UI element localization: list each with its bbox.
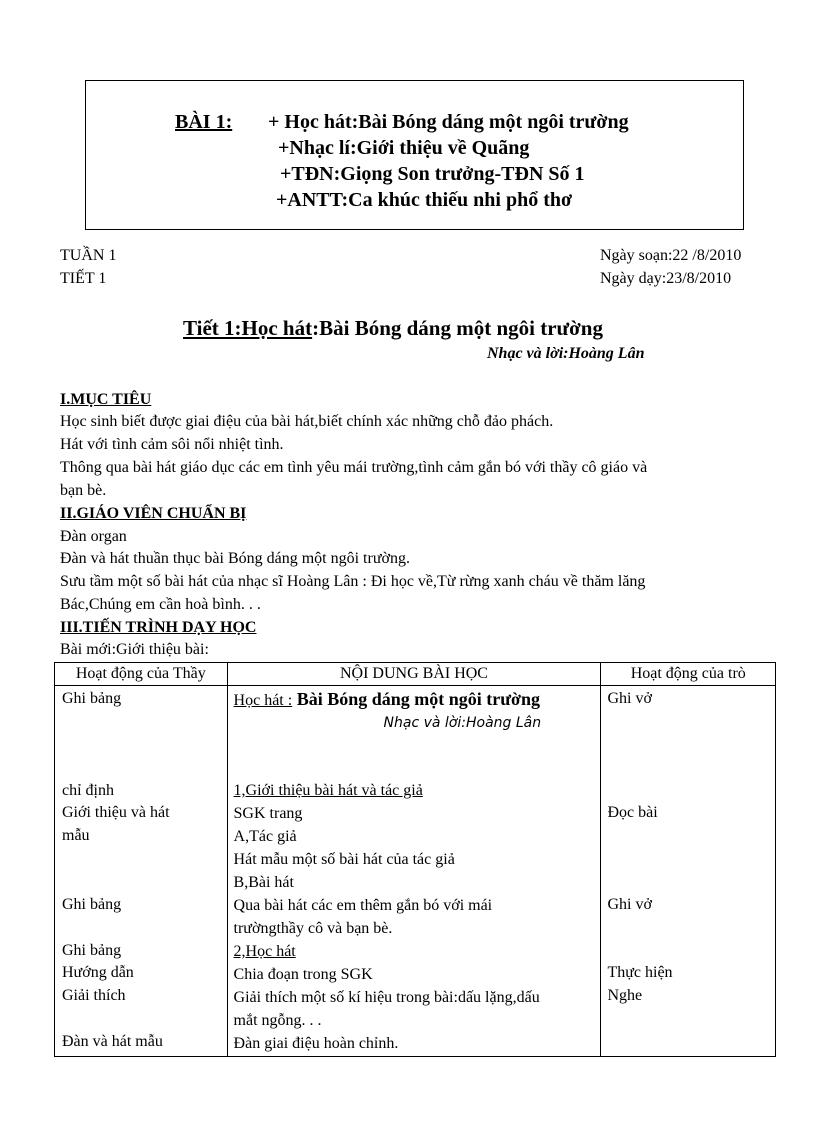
teacher-activity-cell [55, 686, 228, 1057]
lesson-header-box [85, 80, 744, 230]
teach-date: Ngày dạy:23/8/2010 [600, 270, 732, 287]
lesson-item-music-appreciation: +ANTT:Ca khúc thiếu nhi phổ thơ [276, 189, 573, 211]
teacher-activity: Giới thiệu và hát [62, 804, 170, 821]
student-activity: Ghi vở [607, 896, 652, 913]
header-student-activity: Hoạt động của trò [601, 663, 776, 686]
lesson-content-cell [227, 686, 601, 1057]
lesson-plan-table [54, 662, 776, 1057]
content-line: Hát mẫu một số bài hát của tác giả [233, 851, 455, 868]
objective-line: bạn bè. [60, 482, 107, 499]
content-line: Chia đoạn trong SGK [233, 966, 373, 983]
content-line: 2,Học hát [233, 943, 296, 960]
lesson-label: BÀI 1: [175, 111, 233, 133]
teacher-activity: Đàn và hát mẫu [62, 1033, 163, 1050]
week-label: TUẦN 1 [60, 247, 117, 264]
song-title: Bài Bóng dáng một ngôi trường [292, 689, 540, 709]
preparation-line: Đàn organ [60, 528, 127, 545]
process-intro: Bài mới:Giới thiệu bài: [60, 641, 209, 658]
process-heading: III.TIẾN TRÌNH DẠY HỌC [60, 619, 257, 636]
objective-line: Thông qua bài hát giáo dục các em tình yêu mái trường,tình cảm gắn bó với thầy cô giáo và [60, 459, 648, 476]
student-activity: Ghi vở [607, 690, 652, 707]
content-line: Giải thích một số kí hiệu trong bài:dấu lặng,dấu [233, 989, 540, 1006]
preparation-line: Bác,Chúng em cần hoà bình. . . [60, 596, 261, 613]
teacher-activity: Ghi bảng [62, 690, 122, 707]
objectives-heading: I.MỤC TIÊU [60, 391, 152, 408]
song-author: Nhạc và lời:Hoàng Lân [383, 715, 542, 731]
lesson-item-theory: +Nhạc lí:Giới thiệu về Quãng [278, 137, 530, 159]
student-activity: Thực hiện [607, 964, 673, 981]
preparation-line: Đàn và hát thuần thục bài Bóng dáng một ngôi trường. [60, 550, 410, 567]
content-line: 1,Giới thiệu bài hát và tác giả [233, 782, 423, 799]
content-line: Đàn giai điệu hoàn chỉnh. [233, 1035, 399, 1052]
teacher-activity: Ghi bảng [62, 896, 122, 913]
teacher-activity: chỉ định [62, 782, 114, 799]
objective-line: Học sinh biết được giai điệu của bài hát,biết chính xác những chỗ đảo phách. [60, 413, 554, 430]
table-row [55, 686, 776, 1057]
prep-date: Ngày soạn:22 /8/2010 [600, 247, 742, 264]
header-teacher-activity: Hoạt động của Thầy [55, 663, 228, 686]
content-line: A,Tác giả [233, 828, 297, 845]
lesson-item-sight-singing: +TĐN:Giọng Son trưởng-TĐN Số 1 [280, 163, 585, 185]
period-label: TIẾT 1 [60, 270, 107, 287]
teacher-activity: mẫu [62, 827, 90, 844]
table-header-row [55, 663, 776, 686]
page-title [183, 316, 603, 341]
content-line: B,Bài hát [233, 874, 294, 891]
song-heading [234, 688, 540, 712]
lesson-item-singing: + Học hát:Bài Bóng dáng một ngôi trường [268, 111, 629, 133]
teacher-activity: Ghi bảng [62, 942, 122, 959]
song-label: Học hát : [233, 692, 293, 709]
teacher-activity: Giải thích [62, 987, 126, 1004]
preparation-heading: II.GIÁO VIÊN CHUẨN BỊ [60, 505, 247, 522]
student-activity: Đọc bài [607, 804, 658, 821]
title-rest: :Bài Bóng dáng một ngôi trường [312, 316, 603, 340]
header-lesson-content: NỘI DUNG BÀI HỌC [227, 663, 601, 686]
content-line: SGK trang [233, 805, 303, 822]
student-activity: Nghe [607, 987, 643, 1004]
objective-line: Hát với tình cảm sôi nổi nhiệt tình. [60, 436, 284, 453]
content-line: trườngthầy cô và bạn bè. [233, 920, 393, 937]
title-prefix: Tiết 1:Học hát [183, 316, 313, 340]
preparation-line: Sưu tầm một số bài hát của nhạc sĩ Hoàng Lân : Đi học về,Từ rừng xanh cháu về thăm lăng [60, 573, 646, 590]
teacher-activity: Hướng dẫn [62, 964, 134, 981]
content-line: mắt ngỗng. . . [233, 1012, 322, 1029]
content-line: Qua bài hát các em thêm gắn bó với mái [233, 897, 493, 914]
student-activity-cell [601, 686, 776, 1057]
title-author: Nhạc và lời:Hoàng Lân [487, 345, 645, 362]
